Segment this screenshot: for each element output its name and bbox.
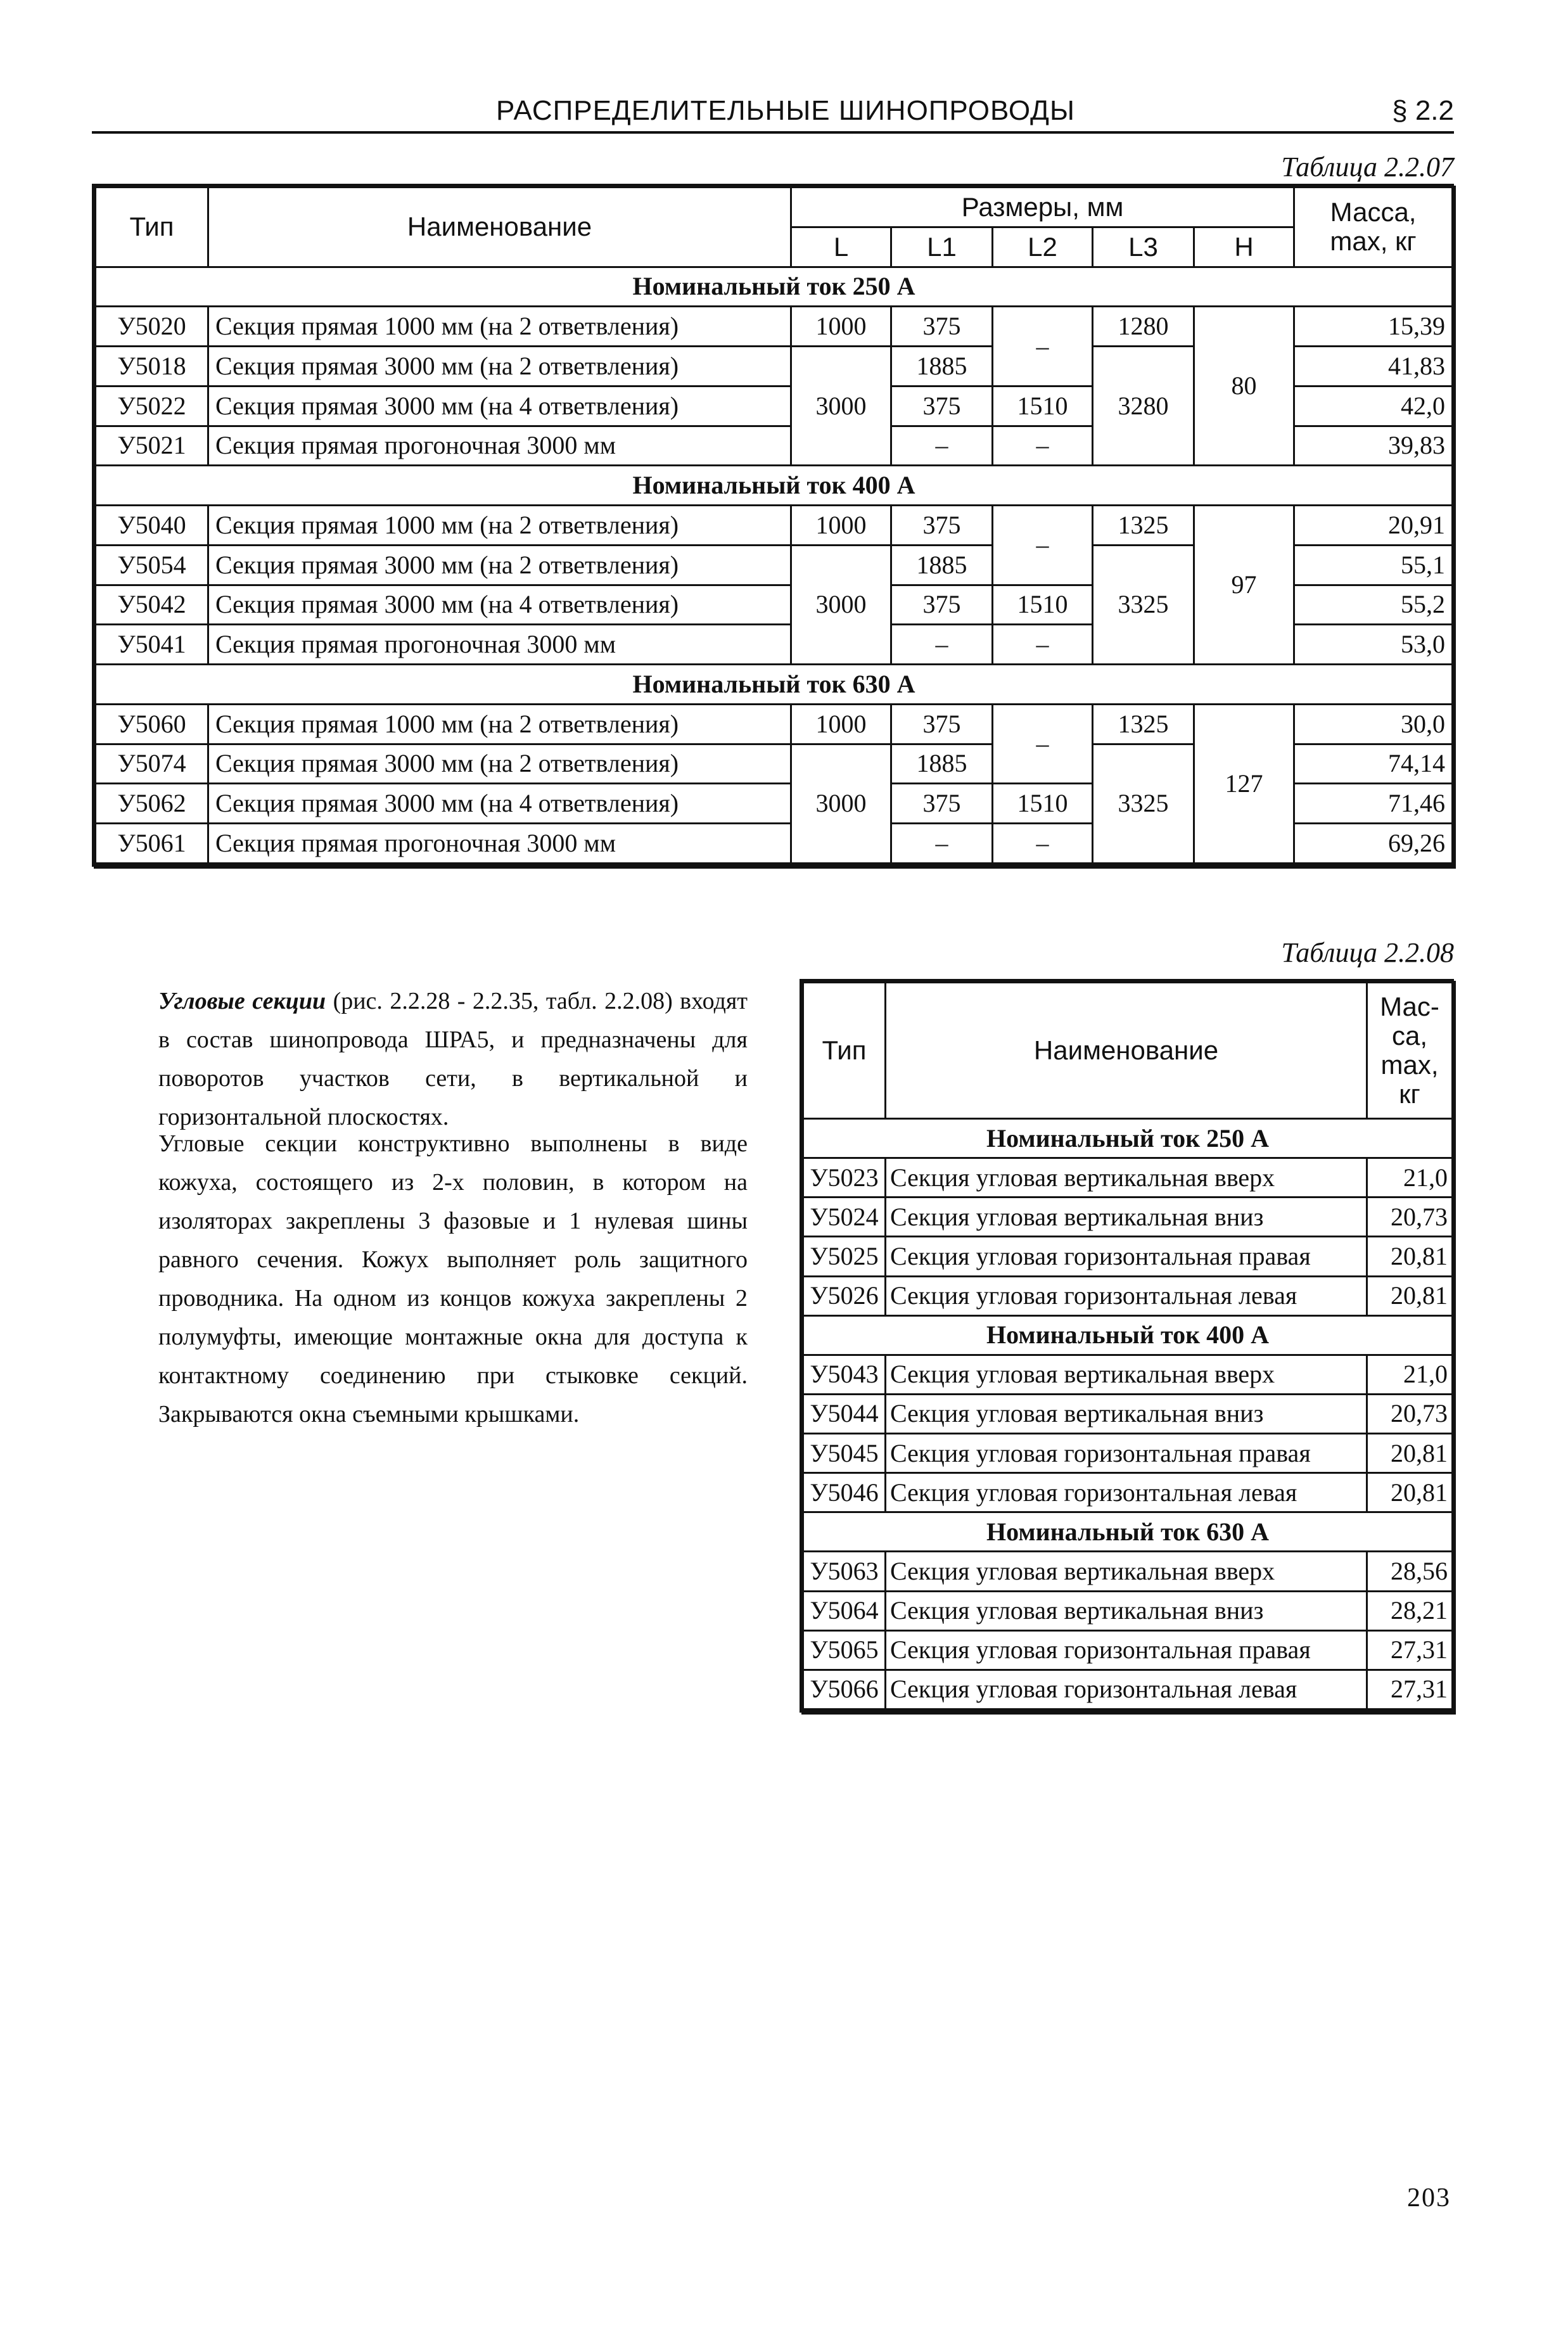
cell-l3: 1325 xyxy=(1093,704,1194,744)
section-title: Номинальный ток 400 А xyxy=(803,1315,1453,1355)
cell-mass: 41,83 xyxy=(1294,347,1453,386)
section-header-row xyxy=(803,1315,1453,1355)
table1-caption: Таблица 2.2.07 xyxy=(1281,151,1454,182)
cell-type: У5043 xyxy=(803,1355,886,1394)
cell-mass: 55,1 xyxy=(1294,545,1453,585)
cell-mass: 20,73 xyxy=(1367,1198,1453,1237)
section-header-row xyxy=(803,1512,1453,1552)
cell-type: У5045 xyxy=(803,1434,886,1473)
table-row xyxy=(803,1355,1453,1394)
cell-mass: 28,21 xyxy=(1367,1591,1453,1630)
mass-header-line1: Масса, xyxy=(1330,197,1417,227)
mass-header-line2: max, кг xyxy=(1330,226,1417,257)
cell-l1: 375 xyxy=(891,704,993,744)
cell-name: Секция прямая 3000 мм (на 4 ответвления) xyxy=(208,585,791,625)
cell-l1: 375 xyxy=(891,386,993,426)
cell-name: Секция прямая 3000 мм (на 2 ответвления) xyxy=(208,347,791,386)
cell-name: Секция угловая вертикальная вверх xyxy=(886,1552,1367,1591)
column-header-l2: L2 xyxy=(993,227,1093,267)
cell-type: У5041 xyxy=(96,625,208,665)
cell-type: У5023 xyxy=(803,1158,886,1198)
section-header-row xyxy=(96,665,1453,705)
table-row xyxy=(803,1434,1453,1473)
cell-l3: 3325 xyxy=(1093,744,1194,864)
section-title: Номинальный ток 250 А xyxy=(96,267,1453,307)
cell-name: Секция угловая горизонтальная правая xyxy=(886,1237,1367,1276)
cell-l2: 1510 xyxy=(993,585,1093,625)
cell-type: У5061 xyxy=(96,824,208,864)
cell-mass: 42,0 xyxy=(1294,386,1453,426)
cell-h: 97 xyxy=(1194,506,1294,665)
cell-mass: 27,31 xyxy=(1367,1630,1453,1670)
page-number: 203 xyxy=(1407,2183,1451,2213)
column-header-dimensions: Размеры, мм xyxy=(791,188,1294,227)
cell-mass: 20,73 xyxy=(1367,1394,1453,1433)
section-header-row xyxy=(96,466,1453,506)
cell-l3: 1325 xyxy=(1093,506,1194,546)
cell-l1: 375 xyxy=(891,307,993,347)
column-header-name: Наименование xyxy=(208,188,791,267)
paragraph-lead-term: Угловые секции xyxy=(158,988,326,1014)
page-header-section: § 2.2 xyxy=(1392,95,1454,126)
cell-l3: 1280 xyxy=(1093,307,1194,347)
table-row xyxy=(96,704,1453,744)
section-title: Номинальный ток 250 А xyxy=(803,1119,1453,1158)
cell-l1: 375 xyxy=(891,784,993,824)
cell-l1: 1885 xyxy=(891,545,993,585)
table-row xyxy=(803,1670,1453,1709)
cell-type: У5022 xyxy=(96,386,208,426)
cell-mass: 20,81 xyxy=(1367,1276,1453,1315)
cell-l1: 375 xyxy=(891,506,993,546)
cell-name: Секция прямая 1000 мм (на 2 ответвления) xyxy=(208,307,791,347)
cell-type: У5065 xyxy=(803,1630,886,1670)
cell-mass: 20,81 xyxy=(1367,1434,1453,1473)
cell-l3: 3280 xyxy=(1093,347,1194,466)
cell-l2: 1510 xyxy=(993,386,1093,426)
cell-name: Секция угловая горизонтальная левая xyxy=(886,1276,1367,1315)
cell-l: 1000 xyxy=(791,704,891,744)
table-row xyxy=(803,1394,1453,1433)
cell-name: Секция прямая прогоночная 3000 мм xyxy=(208,426,791,466)
cell-type: У5074 xyxy=(96,744,208,784)
cell-l: 1000 xyxy=(791,506,891,546)
straight-sections-table xyxy=(94,186,1453,864)
column-header-h: H xyxy=(1194,227,1294,267)
cell-type: У5024 xyxy=(803,1198,886,1237)
cell-name: Секция угловая вертикальная вниз xyxy=(886,1394,1367,1433)
cell-mass: 21,0 xyxy=(1367,1158,1453,1198)
cell-l1: – xyxy=(891,824,993,864)
cell-name: Секция угловая вертикальная вниз xyxy=(886,1591,1367,1630)
cell-name: Секция угловая горизонтальная правая xyxy=(886,1434,1367,1473)
cell-l1: 1885 xyxy=(891,744,993,784)
cell-name: Секция угловая горизонтальная правая xyxy=(886,1630,1367,1670)
cell-type: У5026 xyxy=(803,1276,886,1315)
cell-type: У5025 xyxy=(803,1237,886,1276)
cell-name: Секция прямая 3000 мм (на 4 ответвления) xyxy=(208,386,791,426)
cell-l2: – xyxy=(993,625,1093,665)
cell-l2: 1510 xyxy=(993,784,1093,824)
cell-name: Секция прямая 3000 мм (на 4 ответвления) xyxy=(208,784,791,824)
section-header-row xyxy=(96,267,1453,307)
cell-type: У5018 xyxy=(96,347,208,386)
cell-l3: 3325 xyxy=(1093,545,1194,664)
section-header-row xyxy=(803,1119,1453,1158)
section-title: Номинальный ток 630 А xyxy=(803,1512,1453,1552)
cell-l2: – xyxy=(993,426,1093,466)
column-header-l1: L1 xyxy=(891,227,993,267)
cell-l2: – xyxy=(993,704,1093,784)
cell-name: Секция угловая вертикальная вверх xyxy=(886,1158,1367,1198)
cell-type: У5040 xyxy=(96,506,208,546)
cell-mass: 53,0 xyxy=(1294,625,1453,665)
column-header-mass xyxy=(1294,188,1453,267)
cell-mass: 69,26 xyxy=(1294,824,1453,864)
cell-type: У5046 xyxy=(803,1473,886,1512)
cell-l2: – xyxy=(993,506,1093,585)
column-header-mass: Мас- са, max, кг xyxy=(1367,983,1453,1119)
cell-mass: 20,81 xyxy=(1367,1473,1453,1512)
column-header-name: Наименование xyxy=(886,983,1367,1119)
cell-name: Секция угловая вертикальная вниз xyxy=(886,1198,1367,1237)
cell-mass: 74,14 xyxy=(1294,744,1453,784)
table-row xyxy=(803,1158,1453,1198)
table-row xyxy=(803,1237,1453,1276)
column-header-type: Тип xyxy=(803,983,886,1119)
table-row xyxy=(803,1591,1453,1630)
cell-type: У5044 xyxy=(803,1394,886,1433)
section-title: Номинальный ток 630 А xyxy=(96,665,1453,705)
cell-name: Секция прямая 3000 мм (на 2 ответвления) xyxy=(208,744,791,784)
column-header-l: L xyxy=(791,227,891,267)
table2-caption: Таблица 2.2.08 xyxy=(1281,937,1454,968)
cell-l: 3000 xyxy=(791,347,891,466)
section-title: Номинальный ток 400 А xyxy=(96,466,1453,506)
cell-mass: 30,0 xyxy=(1294,704,1453,744)
cell-l: 3000 xyxy=(791,545,891,664)
cell-type: У5064 xyxy=(803,1591,886,1630)
table-row xyxy=(803,1630,1453,1670)
cell-mass: 27,31 xyxy=(1367,1670,1453,1709)
cell-mass: 15,39 xyxy=(1294,307,1453,347)
cell-name: Секция прямая прогоночная 3000 мм xyxy=(208,824,791,864)
cell-l2: – xyxy=(993,307,1093,386)
cell-name: Секция прямая 1000 мм (на 2 ответвления) xyxy=(208,506,791,546)
cell-mass: 21,0 xyxy=(1367,1355,1453,1394)
paragraph-intro-text: (рис. 2.2.28 - 2.2.35, табл. 2.2.08) входят в состав шинопровода ШРА5, и предназначены для поворотов участков сети, в вертикальной и горизонтальной плоскостях. xyxy=(158,988,748,1130)
table-row xyxy=(96,506,1453,546)
table-row xyxy=(803,1198,1453,1237)
cell-mass: 71,46 xyxy=(1294,784,1453,824)
cell-l1: – xyxy=(891,426,993,466)
cell-h: 127 xyxy=(1194,704,1294,863)
table-row xyxy=(803,1473,1453,1512)
column-header-type: Тип xyxy=(96,188,208,267)
cell-name: Секция прямая прогоночная 3000 мм xyxy=(208,625,791,665)
column-header-l3: L3 xyxy=(1093,227,1194,267)
cell-l1: – xyxy=(891,625,993,665)
cell-h: 80 xyxy=(1194,307,1294,466)
table-2-2-08 xyxy=(800,979,1454,1713)
cell-mass: 20,91 xyxy=(1294,506,1453,546)
cell-type: У5062 xyxy=(96,784,208,824)
cell-type: У5060 xyxy=(96,704,208,744)
cell-type: У5063 xyxy=(803,1552,886,1591)
cell-type: У5054 xyxy=(96,545,208,585)
cell-l2: – xyxy=(993,824,1093,864)
table-row xyxy=(803,1552,1453,1591)
cell-type: У5066 xyxy=(803,1670,886,1709)
cell-mass: 28,56 xyxy=(1367,1552,1453,1591)
cell-name: Секция угловая горизонтальная левая xyxy=(886,1670,1367,1709)
cell-type: У5020 xyxy=(96,307,208,347)
page-header-title: РАСПРЕДЕЛИТЕЛЬНЫЕ ШИНОПРОВОДЫ xyxy=(496,95,1075,126)
cell-l1: 1885 xyxy=(891,347,993,386)
paragraph-corner-sections-intro xyxy=(158,982,748,1137)
table-row xyxy=(803,1276,1453,1315)
cell-mass: 20,81 xyxy=(1367,1237,1453,1276)
cell-mass: 39,83 xyxy=(1294,426,1453,466)
cell-type: У5021 xyxy=(96,426,208,466)
header-rule xyxy=(92,131,1454,134)
cell-l: 1000 xyxy=(791,307,891,347)
cell-name: Секция угловая горизонтальная левая xyxy=(886,1473,1367,1512)
cell-l: 3000 xyxy=(791,744,891,864)
cell-l1: 375 xyxy=(891,585,993,625)
paragraph-corner-sections-design: Угловые секции конструктивно выполнены в виде кожуха, состоящего из 2-х половин, в котором на изоляторах закреплены 3 фазовые и 1 нулевая шины равного сечения. Кожух выполняет роль защитного проводника. На одном из концов кожуха закреплены 2 полумуфты, имеющие монтажные окна для доступа к контактному соединению при стыковке секций. Закрываются окна съемными крышками. xyxy=(158,1130,748,1428)
cell-name: Секция прямая 1000 мм (на 2 ответвления) xyxy=(208,704,791,744)
cell-type: У5042 xyxy=(96,585,208,625)
table-row xyxy=(96,307,1453,347)
table-2-2-07 xyxy=(92,184,1454,867)
corner-sections-table xyxy=(802,981,1453,1710)
cell-name: Секция прямая 3000 мм (на 2 ответвления) xyxy=(208,545,791,585)
cell-mass: 55,2 xyxy=(1294,585,1453,625)
cell-name: Секция угловая вертикальная вверх xyxy=(886,1355,1367,1394)
